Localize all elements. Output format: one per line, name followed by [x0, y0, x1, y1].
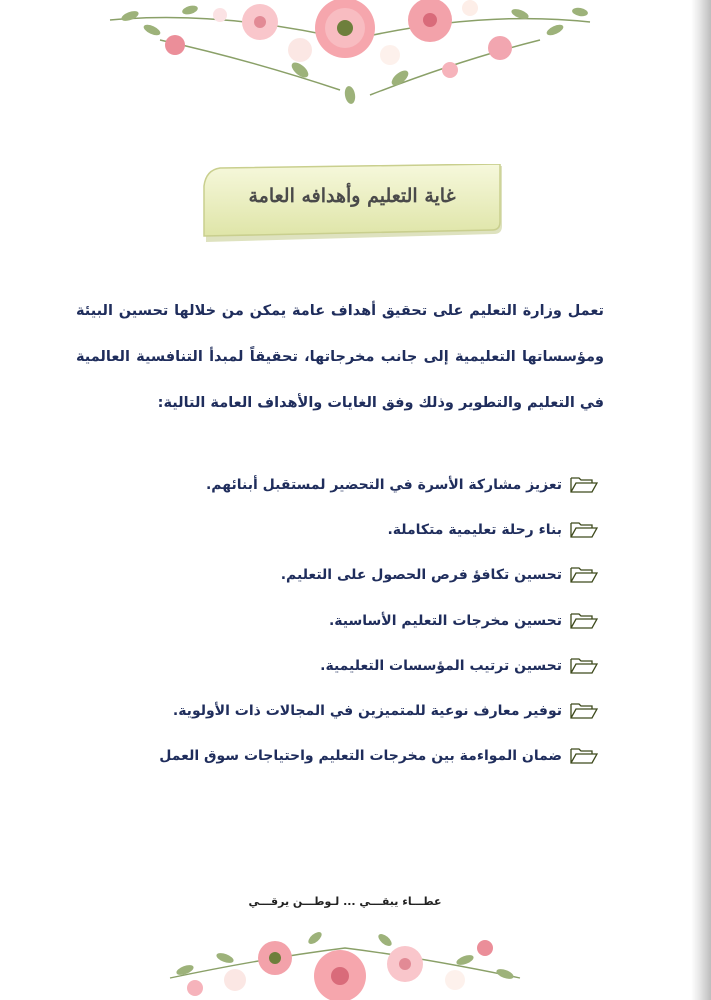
- footer-slogan: عطـــاء يبقـــي ... لـوطـــن يرقـــي: [248, 895, 442, 908]
- page-title: غاية التعليم وأهدافه العامة: [248, 185, 456, 207]
- goal-text: ضمان المواءمة بين مخرجات التعليم واحتياجات سوق العمل: [159, 748, 562, 765]
- folder-icon: [570, 702, 598, 720]
- goal-text: تحسين ترتيب المؤسسات التعليمية.: [320, 657, 562, 674]
- goal-text: توفير معارف نوعية للمتميزين في المجالات ذات الأولوية.: [172, 703, 562, 720]
- goal-text: تحسين تكافؤ فرص الحصول على التعليم.: [280, 567, 562, 584]
- list-item: [128, 507, 598, 552]
- folder-icon: [570, 612, 598, 630]
- list-item: [128, 643, 598, 688]
- list-item: [128, 553, 598, 598]
- list-item: [128, 688, 598, 733]
- page-edge-shadow: [691, 0, 711, 1000]
- title-banner: [200, 164, 504, 244]
- folder-icon: [570, 747, 598, 765]
- goal-text: تعزيز مشاركة الأسرة في التحضير لمستقبل أبنائهم.: [205, 476, 562, 493]
- list-item: [128, 462, 598, 507]
- goal-text: تحسين مخرجات التعليم الأساسية.: [328, 612, 562, 629]
- list-item: [128, 734, 598, 779]
- list-item: [128, 598, 598, 643]
- intro-paragraph: تعمل وزارة التعليم على تحقيق أهداف عامة يمكن من خلالها تحسين البيئة ومؤسساتها التعليمية إلى جانب مخرجاتها، تحقيقاً لمبدأ التنافسية العالمية في التعليم والتطوير وذلك وفق الغايات والأهداف العامة التالية:: [76, 303, 604, 411]
- floral-footer-decoration: [165, 918, 525, 1000]
- folder-icon: [570, 476, 598, 494]
- folder-icon: [570, 566, 598, 584]
- folder-icon: [570, 521, 598, 539]
- folder-icon: [570, 657, 598, 675]
- floral-header-decoration: [100, 0, 600, 112]
- goals-list: [128, 462, 598, 779]
- goal-text: بناء رحلة تعليمية متكاملة.: [387, 521, 562, 538]
